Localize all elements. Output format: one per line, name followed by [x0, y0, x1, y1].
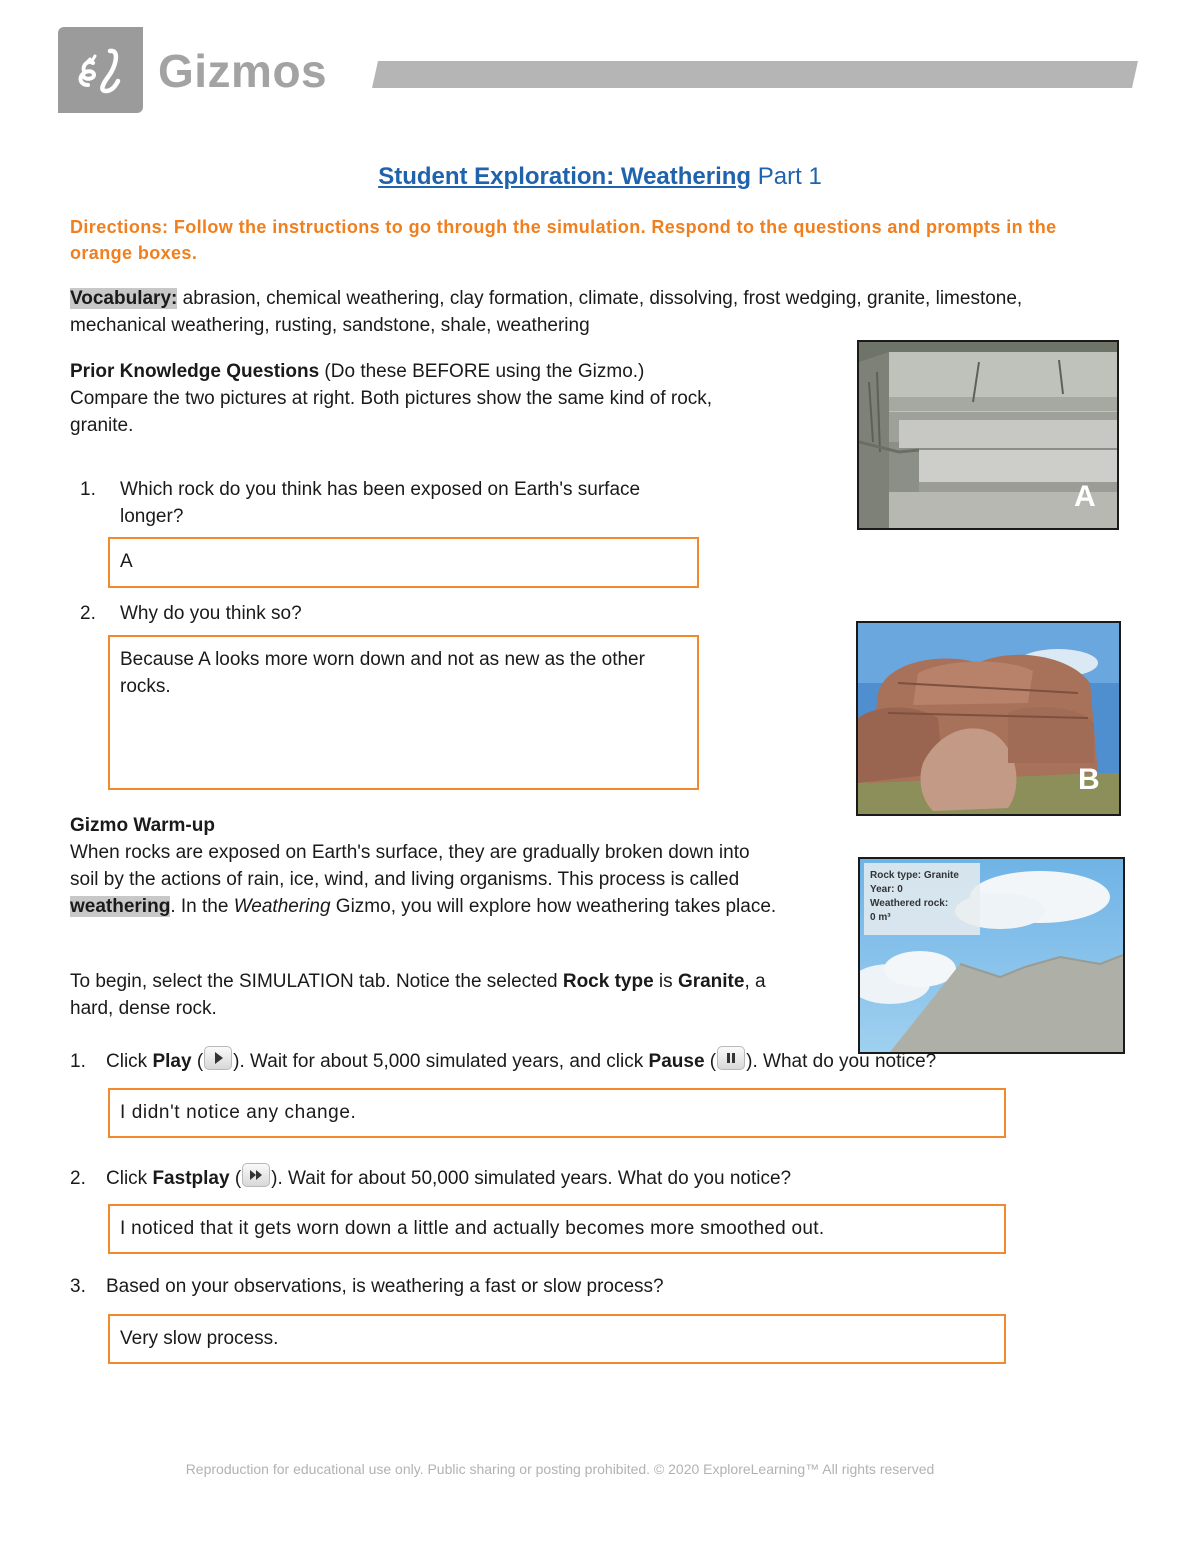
granite-photo-b	[856, 621, 1121, 816]
vocabulary-list: abrasion, chemical weathering, clay formation, climate, dissolving, frost wedging, granite, limestone, mechanical weathering, rusting, sandstone, shale, weathering	[70, 288, 1023, 336]
pause-term: Pause	[648, 1051, 705, 1072]
question-text: Click	[106, 1051, 153, 1072]
photo-b-label: B	[1078, 763, 1100, 796]
question-text: ). Wait for about 5,000 simulated years, and click	[233, 1051, 649, 1072]
prior-question-2	[80, 600, 680, 627]
prior-knowledge-note: (Do these BEFORE using the Gizmo.)	[319, 361, 645, 382]
question-number: 2.	[80, 603, 96, 624]
page-title	[0, 163, 1200, 191]
question-text: (	[704, 1051, 717, 1072]
warmup-text: Gizmo, you will explore how weathering takes place.	[330, 896, 777, 917]
el-logo-icon	[58, 27, 143, 113]
simulation-readout	[870, 869, 959, 925]
question-number: 3.	[70, 1276, 86, 1297]
warmup-text: When rocks are exposed on Earth's surface, they are gradually broken down into soil by the actions of rain, ice, wind, and living organisms. This process is called	[70, 842, 750, 890]
vocabulary-paragraph	[70, 285, 1080, 339]
answer-box-prior-2[interactable]: Because A looks more worn down and not as new as the other rocks.	[108, 635, 699, 790]
question-text: Click	[106, 1168, 153, 1189]
answer-box-warmup-3[interactable]: Very slow process.	[108, 1314, 1006, 1364]
begin-text: , a hard, dense rock.	[70, 971, 766, 1019]
question-number: 2.	[70, 1168, 86, 1189]
play-term: Play	[152, 1051, 192, 1072]
title-suffix: Part 1	[751, 163, 822, 190]
explorelearning-logo	[58, 27, 143, 113]
gizmo-simulation-screenshot	[858, 857, 1125, 1054]
question-number: 1.	[70, 1051, 86, 1072]
question-number: 1.	[80, 479, 96, 500]
footer-copyright: Reproduction for educational use only. Public sharing or posting prohibited. © 2020 ExploreLearning™ All rights reserved	[185, 1461, 935, 1477]
pause-icon	[717, 1046, 745, 1070]
question-text: ). What do you notice?	[746, 1051, 937, 1072]
rock-type-term: Rock type	[562, 971, 654, 992]
fastplay-term: Fastplay	[152, 1168, 230, 1189]
warmup-text: . In the	[170, 896, 234, 917]
warmup-question-2	[70, 1163, 1130, 1192]
header-stripe	[372, 61, 1138, 88]
year-readout: Year: 0	[870, 884, 903, 895]
rock-type-readout: Rock type: Granite	[870, 870, 959, 881]
photo-a-label: A	[1074, 480, 1096, 513]
answer-box-warmup-2[interactable]: I noticed that it gets worn down a little and actually becomes more smoothed out.	[108, 1204, 1006, 1254]
begin-instructions	[70, 968, 780, 1022]
question-text: Based on your observations, is weathering a fast or slow process?	[106, 1276, 664, 1297]
weathering-term: weathering	[70, 896, 171, 917]
title-main: Student Exploration: Weathering	[378, 163, 752, 190]
brand-name: Gizmos	[158, 45, 328, 97]
gizmo-name: Weathering	[233, 896, 331, 917]
prior-knowledge-heading: Prior Knowledge Questions	[70, 361, 320, 382]
answer-box-warmup-1[interactable]: I didn't notice any change.	[108, 1088, 1006, 1138]
warmup-heading: Gizmo Warm-up	[70, 815, 215, 836]
prior-knowledge-section	[70, 358, 770, 439]
begin-text: is	[653, 971, 678, 992]
question-text: Which rock do you think has been exposed on Earth's surface longer?	[120, 479, 641, 527]
prior-question-1	[80, 476, 680, 530]
question-text: (	[191, 1051, 204, 1072]
directions-text: Directions: Follow the instructions to go through the simulation. Respond to the questions and prompts in the orange boxes.	[70, 217, 1057, 263]
fastplay-icon	[242, 1163, 270, 1187]
vocabulary-label: Vocabulary:	[70, 288, 178, 309]
prior-knowledge-text: Compare the two pictures at right. Both pictures show the same kind of rock, granite.	[70, 388, 713, 436]
answer-box-prior-1[interactable]: A	[108, 537, 699, 588]
granite-photo-a	[857, 340, 1119, 530]
weathered-rock-value: 0 m³	[870, 912, 891, 923]
question-text: (	[229, 1168, 242, 1189]
granite-term: Granite	[677, 971, 745, 992]
warmup-question-1	[70, 1046, 1130, 1075]
question-text: Why do you think so?	[120, 603, 302, 624]
warmup-question-3	[70, 1273, 1130, 1300]
weathered-rock-label: Weathered rock:	[870, 898, 949, 909]
question-text: ). Wait for about 50,000 simulated years. What do you notice?	[271, 1168, 792, 1189]
warmup-section	[70, 812, 780, 920]
begin-text: To begin, select the SIMULATION tab. Notice the selected	[70, 971, 563, 992]
play-icon	[204, 1046, 232, 1070]
